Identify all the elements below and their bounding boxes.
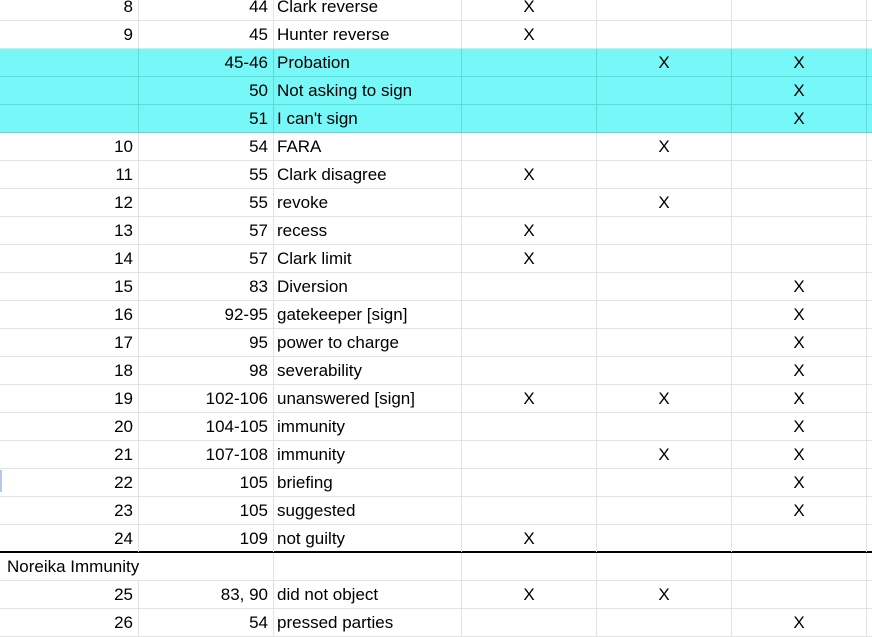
page-reference-cell[interactable]: 57 <box>139 217 274 244</box>
mark-cell-col-a[interactable]: X <box>462 581 597 608</box>
mark-cell-col-b[interactable] <box>597 609 732 636</box>
topic-cell[interactable]: briefing <box>274 469 462 496</box>
mark-cell-col-c[interactable]: X <box>732 301 867 328</box>
table-row <box>0 581 872 609</box>
mark-cell-col-a[interactable] <box>462 413 597 440</box>
table-row <box>0 385 872 413</box>
mark-cell-col-a[interactable]: X <box>462 21 597 48</box>
item-number-cell[interactable]: 18 <box>0 357 139 384</box>
page-reference-cell[interactable]: 83, 90 <box>139 581 274 608</box>
mark-cell-col-a[interactable] <box>462 357 597 384</box>
page-reference-cell[interactable]: 54 <box>139 609 274 636</box>
item-number-cell[interactable]: 23 <box>0 497 139 524</box>
page-reference-cell[interactable]: 54 <box>139 133 274 160</box>
page-reference-cell[interactable]: 105 <box>139 497 274 524</box>
item-number-cell[interactable]: 16 <box>0 301 139 328</box>
item-number-cell[interactable]: 11 <box>0 161 139 188</box>
mark-cell-col-c[interactable] <box>732 525 867 552</box>
topic-cell[interactable]: immunity <box>274 441 462 468</box>
mark-cell-col-a[interactable] <box>462 105 597 132</box>
page-reference-cell[interactable]: 95 <box>139 329 274 356</box>
highlighted-table-row <box>0 105 872 133</box>
mark-cell-col-a[interactable] <box>462 77 597 104</box>
page-reference-cell[interactable]: 55 <box>139 189 274 216</box>
mark-cell-col-b[interactable]: X <box>597 581 732 608</box>
mark-cell-col-a[interactable] <box>462 273 597 300</box>
mark-cell-col-c[interactable]: X <box>732 357 867 384</box>
topic-cell[interactable]: not guilty <box>274 525 462 552</box>
page-reference-cell[interactable]: 45 <box>139 21 274 48</box>
mark-cell-col-b[interactable] <box>597 497 732 524</box>
topic-cell[interactable]: recess <box>274 217 462 244</box>
mark-cell-col-b[interactable] <box>597 77 732 104</box>
mark-cell-col-c[interactable] <box>732 161 867 188</box>
table-row <box>0 21 872 49</box>
mark-cell-col-c[interactable] <box>732 217 867 244</box>
mark-cell-col-a[interactable] <box>462 609 597 636</box>
mark-cell-col-b[interactable] <box>597 217 732 244</box>
row-header-selection-marker <box>0 470 2 492</box>
item-number-cell[interactable]: 19 <box>0 385 139 412</box>
topic-cell[interactable]: revoke <box>274 189 462 216</box>
mark-cell-col-a[interactable]: X <box>462 217 597 244</box>
mark-cell-col-a[interactable] <box>462 329 597 356</box>
topic-cell[interactable]: FARA <box>274 133 462 160</box>
mark-cell-col-b[interactable] <box>597 525 732 552</box>
page-reference-cell[interactable]: 92-95 <box>139 301 274 328</box>
item-number-cell[interactable] <box>0 49 139 76</box>
table-row <box>0 301 872 329</box>
mark-cell-col-b[interactable] <box>597 0 732 20</box>
page-reference-cell[interactable]: 107-108 <box>139 441 274 468</box>
item-number-cell[interactable]: 10 <box>0 133 139 160</box>
mark-cell-col-a[interactable] <box>462 189 597 216</box>
item-number-cell[interactable]: 15 <box>0 273 139 300</box>
item-number-cell[interactable]: 17 <box>0 329 139 356</box>
mark-cell-col-c[interactable]: X <box>732 385 867 412</box>
mark-cell-col-b[interactable] <box>597 329 732 356</box>
table-row <box>0 189 872 217</box>
page-reference-cell[interactable]: 50 <box>139 77 274 104</box>
mark-cell-col-c[interactable] <box>732 245 867 272</box>
section-header-row <box>0 553 872 581</box>
mark-cell-col-a[interactable] <box>462 49 597 76</box>
highlighted-table-row <box>0 77 872 105</box>
mark-cell-col-a[interactable]: X <box>462 0 597 20</box>
item-number-cell[interactable]: 13 <box>0 217 139 244</box>
mark-cell-col-a[interactable] <box>462 441 597 468</box>
mark-cell-col-b[interactable] <box>597 273 732 300</box>
table-row <box>0 217 872 245</box>
item-number-cell[interactable]: 21 <box>0 441 139 468</box>
topic-cell[interactable]: I can't sign <box>274 105 462 132</box>
page-reference-cell[interactable]: 51 <box>139 105 274 132</box>
table-row <box>0 609 872 637</box>
topic-cell[interactable]: pressed parties <box>274 609 462 636</box>
mark-cell-col-b[interactable] <box>597 245 732 272</box>
mark-cell-col-b[interactable]: X <box>597 441 732 468</box>
mark-cell-col-c[interactable]: X <box>732 469 867 496</box>
mark-cell-col-c[interactable] <box>732 21 867 48</box>
topic-cell[interactable]: did not object <box>274 581 462 608</box>
empty-cell[interactable] <box>462 553 597 580</box>
mark-cell-col-c[interactable]: X <box>732 105 867 132</box>
mark-cell-col-b[interactable] <box>597 161 732 188</box>
table-row <box>0 273 872 301</box>
topic-cell[interactable]: Diversion <box>274 273 462 300</box>
item-number-cell[interactable]: 25 <box>0 581 139 608</box>
section-title-cell[interactable]: Noreika Immunity <box>0 553 274 580</box>
mark-cell-col-b[interactable] <box>597 301 732 328</box>
table-row <box>0 245 872 273</box>
highlighted-table-row <box>0 49 872 77</box>
item-number-cell[interactable] <box>0 77 139 104</box>
page-reference-cell[interactable]: 83 <box>139 273 274 300</box>
table-row <box>0 441 872 469</box>
topic-cell[interactable]: power to charge <box>274 329 462 356</box>
page-reference-cell[interactable]: 109 <box>139 525 274 552</box>
table-row <box>0 133 872 161</box>
mark-cell-col-b[interactable]: X <box>597 385 732 412</box>
table-row <box>0 469 872 497</box>
mark-cell-col-c[interactable]: X <box>732 413 867 440</box>
mark-cell-col-b[interactable] <box>597 357 732 384</box>
item-number-cell[interactable]: 24 <box>0 525 139 552</box>
page-reference-cell[interactable]: 55 <box>139 161 274 188</box>
mark-cell-col-c[interactable]: X <box>732 77 867 104</box>
empty-cell[interactable] <box>597 553 732 580</box>
mark-cell-col-c[interactable]: X <box>732 609 867 636</box>
mark-cell-col-c[interactable] <box>732 189 867 216</box>
topic-cell[interactable]: Not asking to sign <box>274 77 462 104</box>
table-row <box>0 497 872 525</box>
mark-cell-col-c[interactable]: X <box>732 273 867 300</box>
mark-cell-col-b[interactable]: X <box>597 133 732 160</box>
mark-cell-col-a[interactable]: X <box>462 245 597 272</box>
mark-cell-col-a[interactable] <box>462 469 597 496</box>
topic-cell[interactable]: immunity <box>274 413 462 440</box>
mark-cell-col-a[interactable]: X <box>462 161 597 188</box>
table-row <box>0 413 872 441</box>
item-number-cell[interactable] <box>0 105 139 132</box>
item-number-cell[interactable]: 9 <box>0 21 139 48</box>
item-number-cell[interactable]: 26 <box>0 609 139 636</box>
mark-cell-col-b[interactable]: X <box>597 189 732 216</box>
table-row <box>0 0 872 21</box>
table-row <box>0 329 872 357</box>
empty-cell[interactable] <box>732 553 867 580</box>
page-reference-cell[interactable]: 102-106 <box>139 385 274 412</box>
item-number-cell[interactable]: 20 <box>0 413 139 440</box>
mark-cell-col-c[interactable]: X <box>732 497 867 524</box>
topic-cell[interactable]: Hunter reverse <box>274 21 462 48</box>
mark-cell-col-a[interactable] <box>462 133 597 160</box>
mark-cell-col-b[interactable] <box>597 105 732 132</box>
topic-cell[interactable]: Clark reverse <box>274 0 462 20</box>
item-number-cell[interactable]: 22 <box>0 469 139 496</box>
table-row <box>0 357 872 385</box>
mark-cell-col-c[interactable] <box>732 133 867 160</box>
page-reference-cell[interactable]: 104-105 <box>139 413 274 440</box>
mark-cell-col-c[interactable] <box>732 0 867 20</box>
mark-cell-col-c[interactable] <box>732 581 867 608</box>
mark-cell-col-a[interactable] <box>462 497 597 524</box>
page-reference-cell[interactable]: 98 <box>139 357 274 384</box>
mark-cell-col-a[interactable] <box>462 301 597 328</box>
topic-cell[interactable]: severability <box>274 357 462 384</box>
topic-cell[interactable]: Clark limit <box>274 245 462 272</box>
item-number-cell[interactable]: 12 <box>0 189 139 216</box>
topic-cell[interactable]: Probation <box>274 49 462 76</box>
page-reference-cell[interactable]: 45-46 <box>139 49 274 76</box>
topic-cell[interactable]: unanswered [sign] <box>274 385 462 412</box>
mark-cell-col-a[interactable]: X <box>462 525 597 552</box>
page-reference-cell[interactable]: 57 <box>139 245 274 272</box>
table-row <box>0 525 872 553</box>
mark-cell-col-a[interactable]: X <box>462 385 597 412</box>
mark-cell-col-b[interactable] <box>597 21 732 48</box>
mark-cell-col-b[interactable] <box>597 413 732 440</box>
topic-cell[interactable]: suggested <box>274 497 462 524</box>
item-number-cell[interactable]: 8 <box>0 0 139 20</box>
mark-cell-col-c[interactable]: X <box>732 441 867 468</box>
mark-cell-col-b[interactable] <box>597 469 732 496</box>
page-reference-cell[interactable]: 105 <box>139 469 274 496</box>
page-reference-cell[interactable]: 44 <box>139 0 274 20</box>
mark-cell-col-c[interactable]: X <box>732 49 867 76</box>
topic-cell[interactable]: Clark disagree <box>274 161 462 188</box>
mark-cell-col-b[interactable]: X <box>597 49 732 76</box>
mark-cell-col-c[interactable]: X <box>732 329 867 356</box>
table-row <box>0 161 872 189</box>
topic-cell[interactable]: gatekeeper [sign] <box>274 301 462 328</box>
item-number-cell[interactable]: 14 <box>0 245 139 272</box>
empty-cell[interactable] <box>274 553 462 580</box>
